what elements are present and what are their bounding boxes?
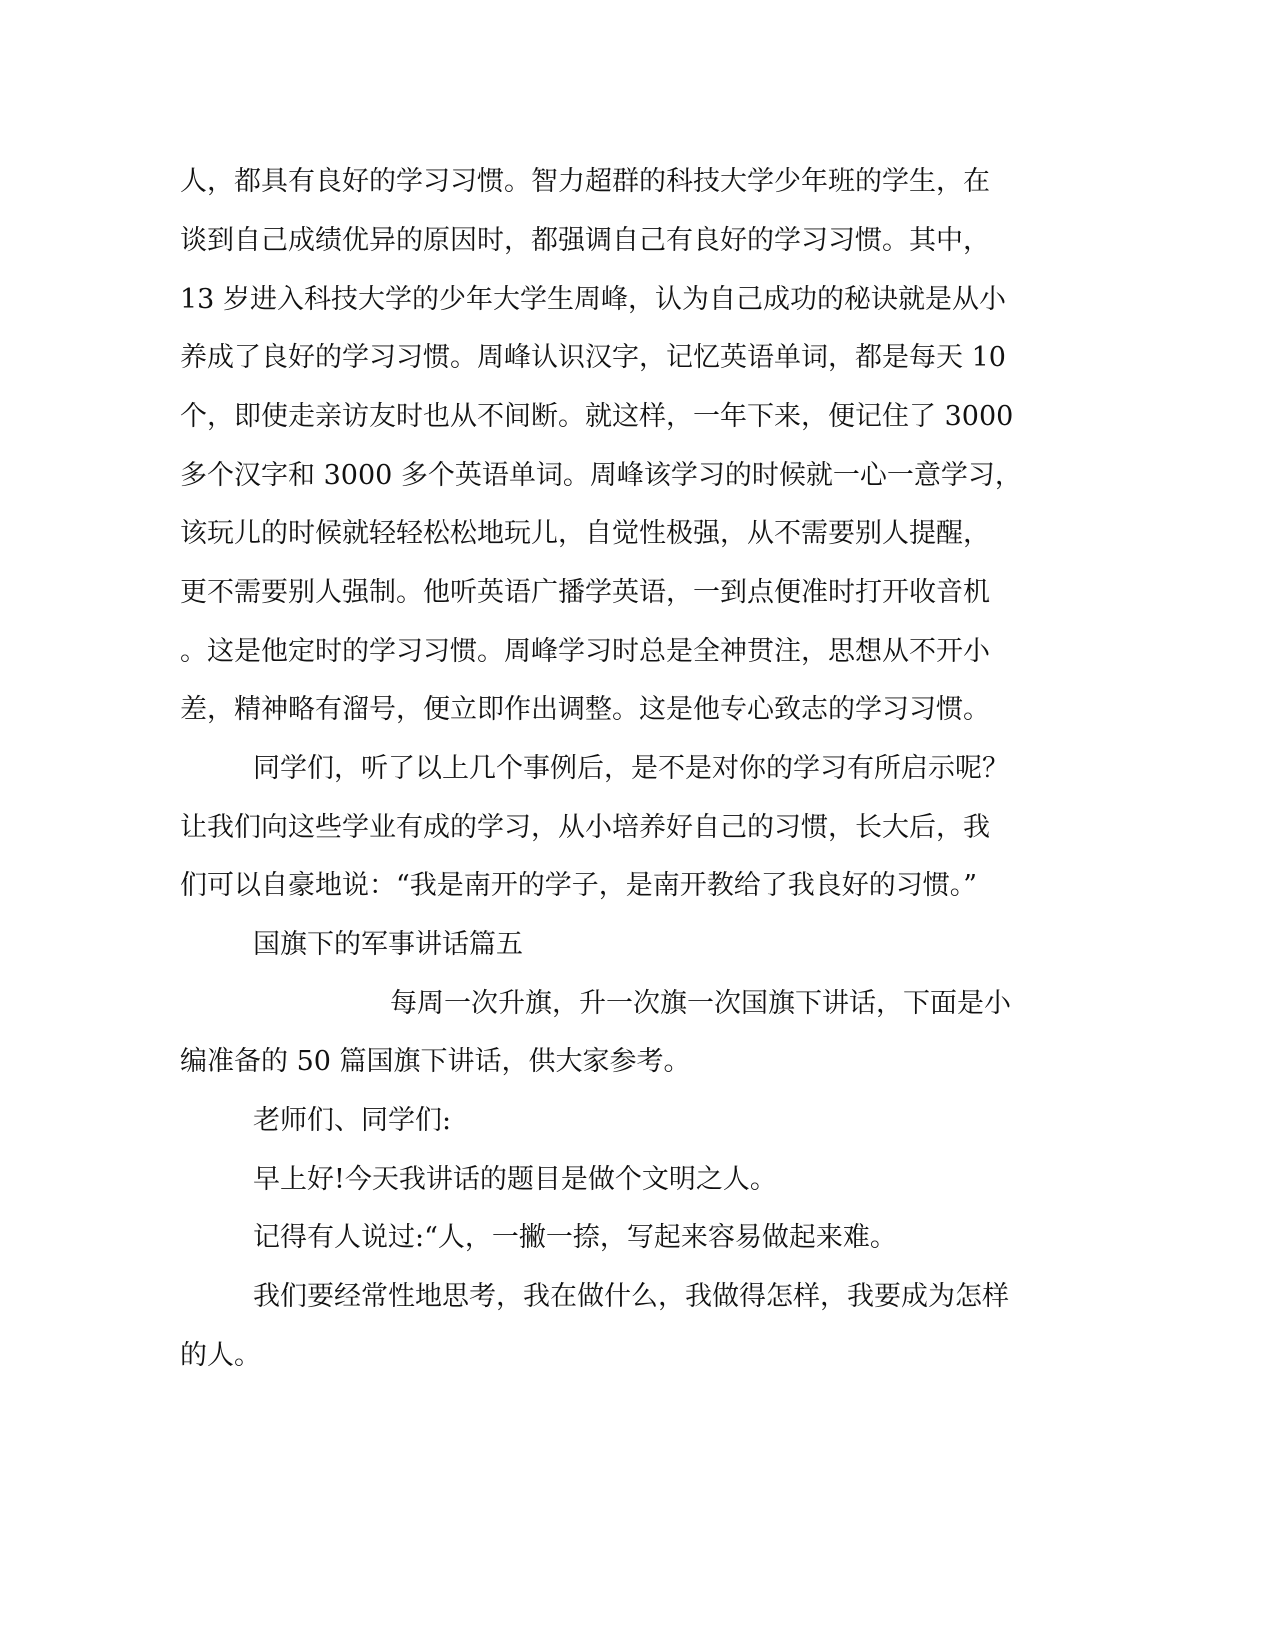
body-text-line: 多个汉字和 3000 多个英语单词。周峰该学习的时候就一心一意学习， — [180, 460, 1022, 491]
body-text-line: 的人。 — [180, 1340, 261, 1371]
salutation-line: 老师们、同学们: — [253, 1105, 452, 1136]
body-text-line: 人，都具有良好的学习习惯。智力超群的科技大学少年班的学生，在 — [180, 166, 990, 197]
body-text-line: 差，精神略有溜号，便立即作出调整。这是他专心致志的学习习惯。 — [180, 694, 990, 725]
body-text-line: 养成了良好的学习习惯。周峰认识汉字，记忆英语单词，都是每天 10 — [180, 342, 1006, 373]
body-text-line: 编准备的 50 篇国旗下讲话，供大家参考。 — [180, 1046, 691, 1077]
paragraph-start-line: 记得有人说过:“人，一撇一捺，写起来容易做起来难。 — [253, 1222, 897, 1253]
paragraph-start-line: 早上好!今天我讲话的题目是做个文明之人。 — [253, 1164, 777, 1195]
paragraph-start-line: 每周一次升旗，升一次旗一次国旗下讲话，下面是小 — [390, 988, 1011, 1019]
body-text-line: 谈到自己成绩优异的原因时，都强调自己有良好的学习习惯。其中， — [180, 225, 990, 256]
body-text-line: 们可以自豪地说：“我是南开的学子，是南开教给了我良好的习惯。” — [180, 870, 978, 901]
body-text-line: 。这是他定时的学习习惯。周峰学习时总是全神贯注，思想从不开小 — [180, 636, 990, 667]
paragraph-start-line: 同学们，听了以上几个事例后，是不是对你的学习有所启示呢？ — [253, 753, 1009, 784]
body-text-line: 13 岁进入科技大学的少年大学生周峰，认为自己成功的秘诀就是从小 — [180, 284, 1006, 315]
section-heading: 国旗下的军事讲话篇五 — [253, 929, 523, 960]
body-text-line: 更不需要别人强制。他听英语广播学英语，一到点便准时打开收音机 — [180, 577, 990, 608]
paragraph-start-line: 我们要经常性地思考，我在做什么，我做得怎样，我要成为怎样 — [253, 1281, 1009, 1312]
body-text-line: 让我们向这些学业有成的学习，从小培养好自己的习惯，长大后，我 — [180, 812, 990, 843]
body-text-line: 该玩儿的时候就轻轻松松地玩儿，自觉性极强，从不需要别人提醒， — [180, 518, 990, 549]
body-text-line: 个，即使走亲访友时也从不间断。就这样，一年下来，便记住了 3000 — [180, 401, 1014, 432]
